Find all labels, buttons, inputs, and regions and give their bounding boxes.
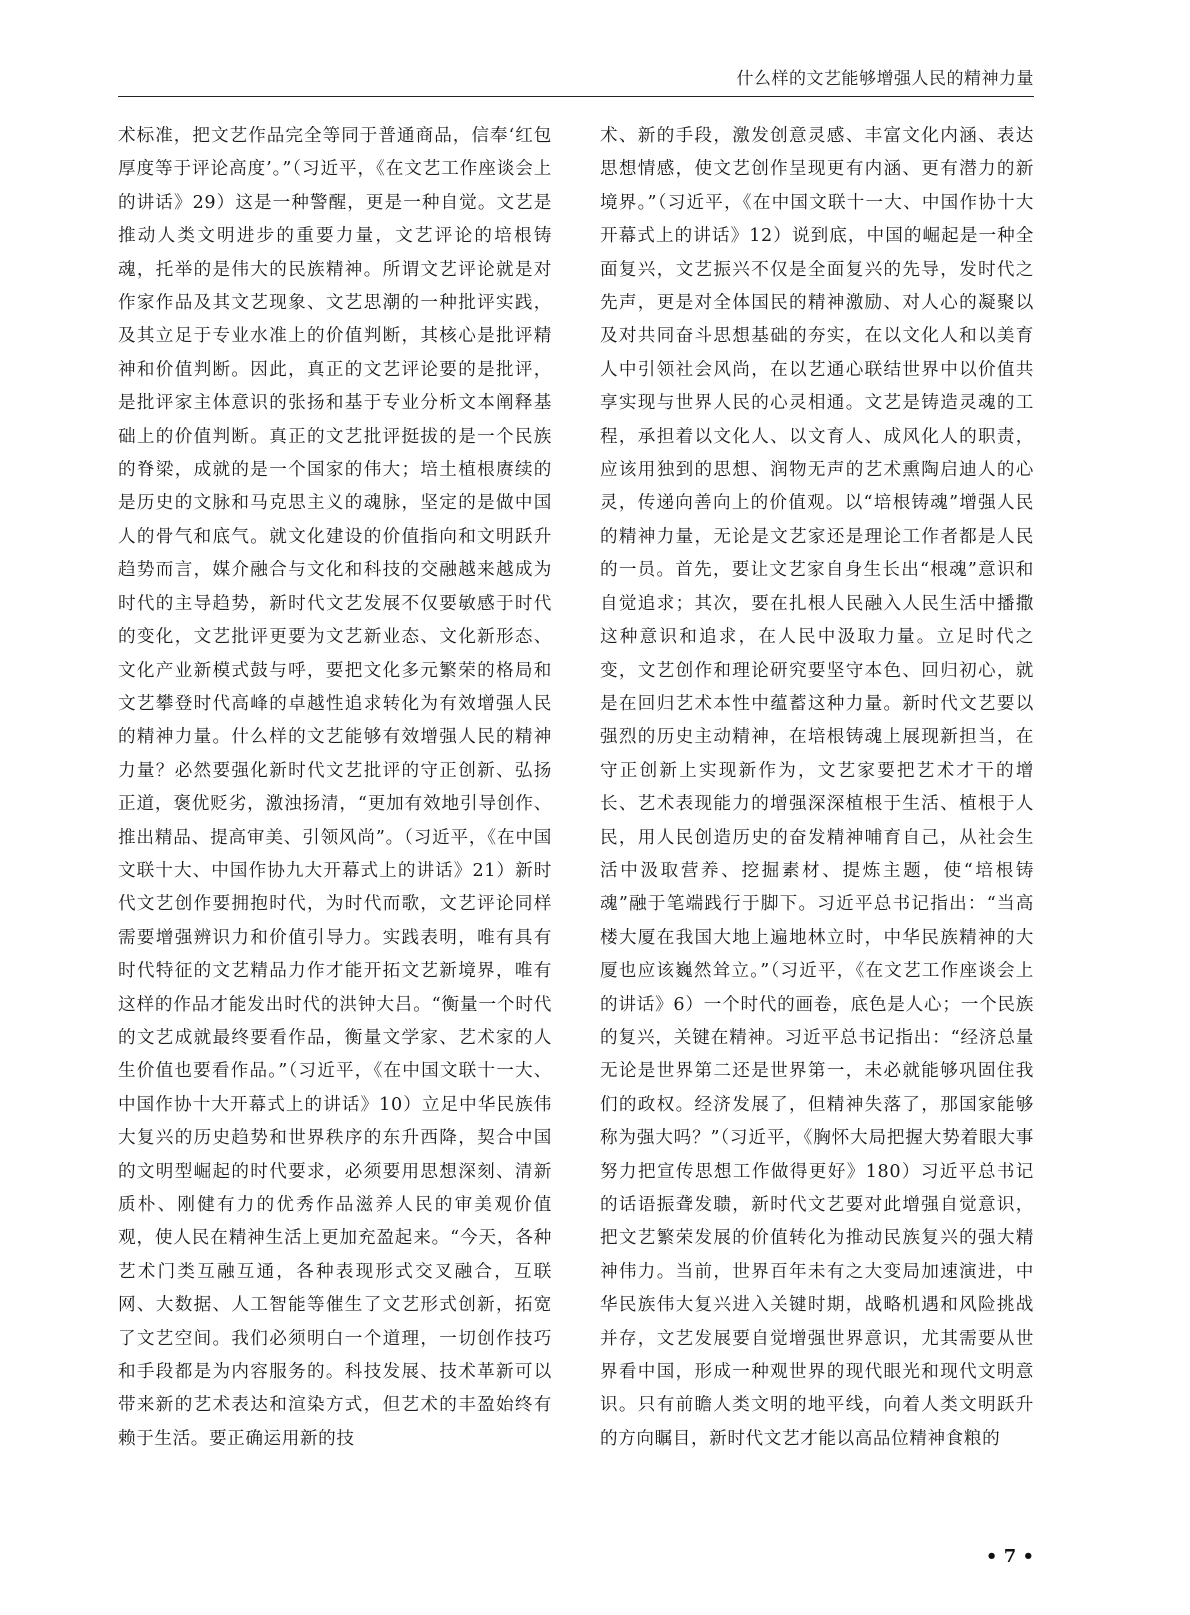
header-rule: [118, 96, 1034, 97]
body-paragraph-right: 术、新的手段，激发创意灵感、丰富文化内涵、表达思想情感，使文艺创作呈现更有内涵、更有潜力的新境界。”（习近平，《在中国文联十一大、中国作协十大开幕式上的讲话》12）说到底，中国的崛起是一种全面复兴，文艺振兴不仅是全面复兴的先导，发时代之先声，更是对全体国民的精神激励、对人心的凝聚以及对共同奋斗思想基础的夯实，在以文化人和以美育人中引领社会风尚，在以艺通心联结世界中以价值共享实现与世界人民的心灵相通。文艺是铸造灵魂的工程，承担着以文化人、以文育人、成风化人的职责，应该用独到的思想、润物无声的艺术熏陶启迪人的心灵，传递向善向上的价值观。以“培根铸魂”增强人民的精神力量，无论是文艺家还是理论工作者都是人民的一员。首先，要让文艺家自身生长出“根魂”意识和自觉追求；其次，要在扎根人民融入人民生活中播撒这种意识和追求，在人民中汲取力量。立足时代之变，文艺创作和理论研究要坚守本色、回归初心，就是在回归艺术本性中蕴蓄这种力量。新时代文艺要以强烈的历史主动精神，在培根铸魂上展现新担当，在守正创新上实现新作为，文艺家要把艺术才干的增长、艺术表现能力的增强深深植根于生活、植根于人民，用人民创造历史的奋发精神哺育自己，从社会生活中汲取营养、挖掘素材、提炼主题，使“培根铸魂”融于笔端践行于脚下。习近平总书记指出：“当高楼大厦在我国大地上遍地林立时，中华民族精神的大厦也应该巍然耸立。”（习近平，《在文艺工作座谈会上的讲话》6）一个时代的画卷，底色是人心；一个民族的复兴，关键在精神。习近平总书记指出：“经济总量无论是世界第二还是世界第一，未必就能够巩固住我们的政权。经济发展了，但精神失落了，那国家能够称为强大吗？”（习近平，《胸怀大局把握大势着眼大事努力把宣传思想工作做得更好》180）习近平总书记的话语振聋发聩，新时代文艺要对此增强自觉意识，把文艺繁荣发展的价值转化为推动民族复兴的强大精神伟力。当前，世界百年未有之大变局加速演进，中华民族伟大复兴进入关键时期，战略机遇和风险挑战并存，文艺发展要自觉增强世界意识，尤其需要从世界看中国，形成一种观世界的现代眼光和现代文明意识。只有前瞻人类文明的地平线，向着人类文明跃升的方向瞩目，新时代文艺才能以高品位精神食粮的: [600, 126, 1034, 1449]
body-paragraph-left: 术标准，把文艺作品完全等同于普通商品，信奉‘红包厚度等于评论高度’。”（习近平，《在文艺工作座谈会上的讲话》29）这是一种警醒，更是一种自觉。文艺是推动人类文明进步的重要力量，文艺评论的培根铸魂，托举的是伟大的民族精神。所谓文艺评论就是对作家作品及其文艺现象、文艺思潮的一种批评实践，及其立足于专业水准上的价值判断，其核心是批评精神和价值判断。因此，真正的文艺评论要的是批评，是批评家主体意识的张扬和基于专业分析文本阐释基础上的价值判断。真正的文艺批评挺拔的是一个民族的脊梁，成就的是一个国家的伟大；培土植根赓续的是历史的文脉和马克思主义的魂脉，坚定的是做中国人的骨气和底气。就文化建设的价值指向和文明跃升趋势而言，媒介融合与文化和科技的交融越来越成为时代的主导趋势，新时代文艺发展不仅要敏感于时代的变化，文艺批评更要为文艺新业态、文化新形态、文化产业新模式鼓与呼，要把文化多元繁荣的格局和文艺攀登时代高峰的卓越性追求转化为有效增强人民的精神力量。什么样的文艺能够有效增强人民的精神力量？必然要强化新时代文艺批评的守正创新、弘扬正道，褒优贬劣，激浊扬清，“更加有效地引导创作、推出精品、提高审美、引领风尚”。（习近平，《在中国文联十大、中国作协九大开幕式上的讲话》21）新时代文艺创作要拥抱时代，为时代而歌，文艺评论同样需要增强辨识力和价值引导力。实践表明，唯有具有时代特征的文艺精品力作才能开拓文艺新境界，唯有这样的作品才能发出时代的洪钟大吕。“衡量一个时代的文艺成就最终要看作品，衡量文学家、艺术家的人生价值也要看作品。”（习近平，《在中国文联十一大、中国作协十大开幕式上的讲话》10）立足中华民族伟大复兴的历史趋势和世界秩序的东升西降，契合中国的文明型崛起的时代要求，必须要用思想深刻、清新质朴、刚健有力的优秀作品滋养人民的审美观价值观，使人民在精神生活上更加充盈起来。“今天，各种艺术门类互融互通，各种表现形式交叉融合，互联网、大数据、人工智能等催生了文艺形式创新，拓宽了文艺空间。我们必须明白一个道理，一切创作技巧和手段都是为内容服务的。科技发展、技术革新可以带来新的艺术表达和渲染方式，但艺术的丰盈始终有赖于生活。要正确运用新的技: [118, 126, 552, 1449]
running-title: 什么样的文艺能够增强人民的精神力量: [736, 69, 1034, 89]
text-column-left: [118, 120, 552, 1456]
page-number: • 7 •: [985, 1546, 1034, 1567]
text-column-right: [600, 120, 1034, 1456]
